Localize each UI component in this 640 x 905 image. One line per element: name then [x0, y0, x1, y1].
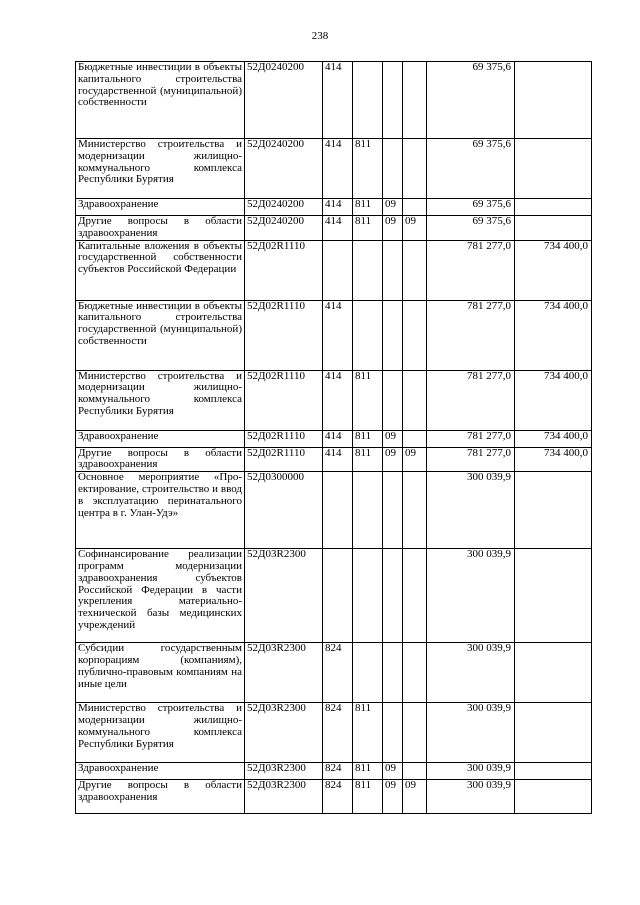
amount-first: 781 277,0: [427, 240, 515, 300]
table-row: [76, 763, 592, 780]
target-article-code: 52Д0300000: [245, 472, 323, 549]
ministry-code: [353, 240, 383, 300]
amount-second: 734 400,0: [515, 240, 592, 300]
amount-second: 734 400,0: [515, 447, 592, 472]
amount-first: 69 375,6: [427, 216, 515, 241]
section-code: [383, 703, 403, 763]
subsection-code: [403, 199, 427, 216]
section-code: 09: [383, 199, 403, 216]
section-code: [383, 370, 403, 430]
row-name: Бюджетные инвестиции в объекты капитального строительства государственной (муниципальной) собственности: [76, 300, 245, 370]
target-article-code: 52Д0240200: [245, 199, 323, 216]
ministry-code: 811: [353, 216, 383, 241]
budget-table-body: [76, 62, 592, 814]
expense-type-code: 414: [323, 199, 353, 216]
amount-second: 734 400,0: [515, 430, 592, 447]
amount-second: [515, 780, 592, 814]
row-name: Другие вопросы в области здравоохранения: [76, 216, 245, 241]
target-article-code: 52Д03R2300: [245, 780, 323, 814]
subsection-code: [403, 240, 427, 300]
row-name: Софинансирование реализации программ модернизации здравоохранения субъектов Российской Федерации в части укрепления материально-технической базы медицинских учреждений: [76, 549, 245, 643]
subsection-code: 09: [403, 780, 427, 814]
table-row: [76, 199, 592, 216]
row-name: Капитальные вложения в объекты государственной собственности субъектов Российской Федерации: [76, 240, 245, 300]
ministry-code: 811: [353, 199, 383, 216]
target-article-code: 52Д03R2300: [245, 763, 323, 780]
table-row: [76, 472, 592, 549]
expense-type-code: [323, 240, 353, 300]
table-row: [76, 447, 592, 472]
table-row: [76, 780, 592, 814]
amount-first: 69 375,6: [427, 199, 515, 216]
expense-type-code: 824: [323, 703, 353, 763]
target-article-code: 52Д0240200: [245, 216, 323, 241]
ministry-code: 811: [353, 370, 383, 430]
target-article-code: 52Д03R2300: [245, 549, 323, 643]
expense-type-code: 824: [323, 643, 353, 703]
subsection-code: 09: [403, 216, 427, 241]
row-name: Субсидии государственным корпорациям (компаниям), публично-правовым компаниям на иные цели: [76, 643, 245, 703]
subsection-code: [403, 62, 427, 139]
subsection-code: [403, 139, 427, 199]
amount-second: [515, 199, 592, 216]
subsection-code: [403, 472, 427, 549]
subsection-code: [403, 643, 427, 703]
section-code: [383, 472, 403, 549]
ministry-code: 811: [353, 447, 383, 472]
subsection-code: 09: [403, 447, 427, 472]
budget-table: [75, 61, 592, 814]
table-row: [76, 703, 592, 763]
amount-second: [515, 472, 592, 549]
expense-type-code: [323, 549, 353, 643]
table-row: [76, 549, 592, 643]
amount-second: [515, 643, 592, 703]
table-row: [76, 370, 592, 430]
ministry-code: [353, 300, 383, 370]
section-code: 09: [383, 763, 403, 780]
expense-type-code: 414: [323, 139, 353, 199]
row-name: Здравоохранение: [76, 430, 245, 447]
expense-type-code: 414: [323, 300, 353, 370]
table-row: [76, 216, 592, 241]
row-name: Здравоохранение: [76, 763, 245, 780]
amount-second: [515, 763, 592, 780]
amount-second: 734 400,0: [515, 370, 592, 430]
subsection-code: [403, 763, 427, 780]
row-name: Другие вопросы в области здравоохранения: [76, 780, 245, 814]
section-code: [383, 300, 403, 370]
amount-first: 781 277,0: [427, 430, 515, 447]
ministry-code: [353, 549, 383, 643]
amount-first: 300 039,9: [427, 643, 515, 703]
subsection-code: [403, 300, 427, 370]
target-article-code: 52Д03R2300: [245, 643, 323, 703]
section-code: [383, 240, 403, 300]
page-number: 238: [311, 30, 329, 42]
ministry-code: 811: [353, 703, 383, 763]
target-article-code: 52Д02R1110: [245, 447, 323, 472]
row-name: Министерство строительства и модернизации жилищно-коммунального комплекса Республики Бурятия: [76, 370, 245, 430]
amount-first: 781 277,0: [427, 447, 515, 472]
section-code: [383, 62, 403, 139]
subsection-code: [403, 370, 427, 430]
amount-first: 69 375,6: [427, 139, 515, 199]
target-article-code: 52Д02R1110: [245, 370, 323, 430]
ministry-code: [353, 62, 383, 139]
expense-type-code: 824: [323, 763, 353, 780]
amount-first: 69 375,6: [427, 62, 515, 139]
target-article-code: 52Д02R1110: [245, 430, 323, 447]
amount-first: 300 039,9: [427, 549, 515, 643]
row-name: Другие вопросы в области здравоохранения: [76, 447, 245, 472]
table-row: [76, 643, 592, 703]
row-name: Основное мероприятие «Проектирование, строительство и ввод в эксплуатацию перинатального центра в г. Улан-Удэ»: [76, 472, 245, 549]
section-code: [383, 643, 403, 703]
row-name: Бюджетные инвестиции в объекты капитального строительства государственной (муниципальной) собственности: [76, 62, 245, 139]
table-row: [76, 430, 592, 447]
amount-second: [515, 549, 592, 643]
amount-first: 300 039,9: [427, 703, 515, 763]
target-article-code: 52Д0240200: [245, 139, 323, 199]
ministry-code: 811: [353, 430, 383, 447]
ministry-code: 811: [353, 780, 383, 814]
amount-second: [515, 216, 592, 241]
ministry-code: 811: [353, 139, 383, 199]
row-name: Министерство строительства и модернизации жилищно-коммунального комплекса Республики Бурятия: [76, 139, 245, 199]
amount-first: 300 039,9: [427, 763, 515, 780]
expense-type-code: 414: [323, 447, 353, 472]
section-code: 09: [383, 430, 403, 447]
amount-first: 300 039,9: [427, 472, 515, 549]
row-name: Здравоохранение: [76, 199, 245, 216]
amount-first: 781 277,0: [427, 300, 515, 370]
table-row: [76, 300, 592, 370]
amount-second: [515, 703, 592, 763]
expense-type-code: [323, 472, 353, 549]
expense-type-code: 414: [323, 370, 353, 430]
amount-second: 734 400,0: [515, 300, 592, 370]
ministry-code: [353, 472, 383, 549]
subsection-code: [403, 549, 427, 643]
subsection-code: [403, 430, 427, 447]
amount-second: [515, 139, 592, 199]
section-code: [383, 549, 403, 643]
table-row: [76, 62, 592, 139]
expense-type-code: 414: [323, 62, 353, 139]
ministry-code: 811: [353, 763, 383, 780]
subsection-code: [403, 703, 427, 763]
target-article-code: 52Д0240200: [245, 62, 323, 139]
amount-second: [515, 62, 592, 139]
section-code: 09: [383, 216, 403, 241]
section-code: 09: [383, 447, 403, 472]
amount-first: 781 277,0: [427, 370, 515, 430]
expense-type-code: 414: [323, 216, 353, 241]
section-code: [383, 139, 403, 199]
table-row: [76, 240, 592, 300]
expense-type-code: 414: [323, 430, 353, 447]
expense-type-code: 824: [323, 780, 353, 814]
section-code: 09: [383, 780, 403, 814]
target-article-code: 52Д02R1110: [245, 300, 323, 370]
ministry-code: [353, 643, 383, 703]
table-row: [76, 139, 592, 199]
target-article-code: 52Д02R1110: [245, 240, 323, 300]
row-name: Министерство строительства и модернизации жилищно-коммунального комплекса Республики Бурятия: [76, 703, 245, 763]
amount-first: 300 039,9: [427, 780, 515, 814]
target-article-code: 52Д03R2300: [245, 703, 323, 763]
